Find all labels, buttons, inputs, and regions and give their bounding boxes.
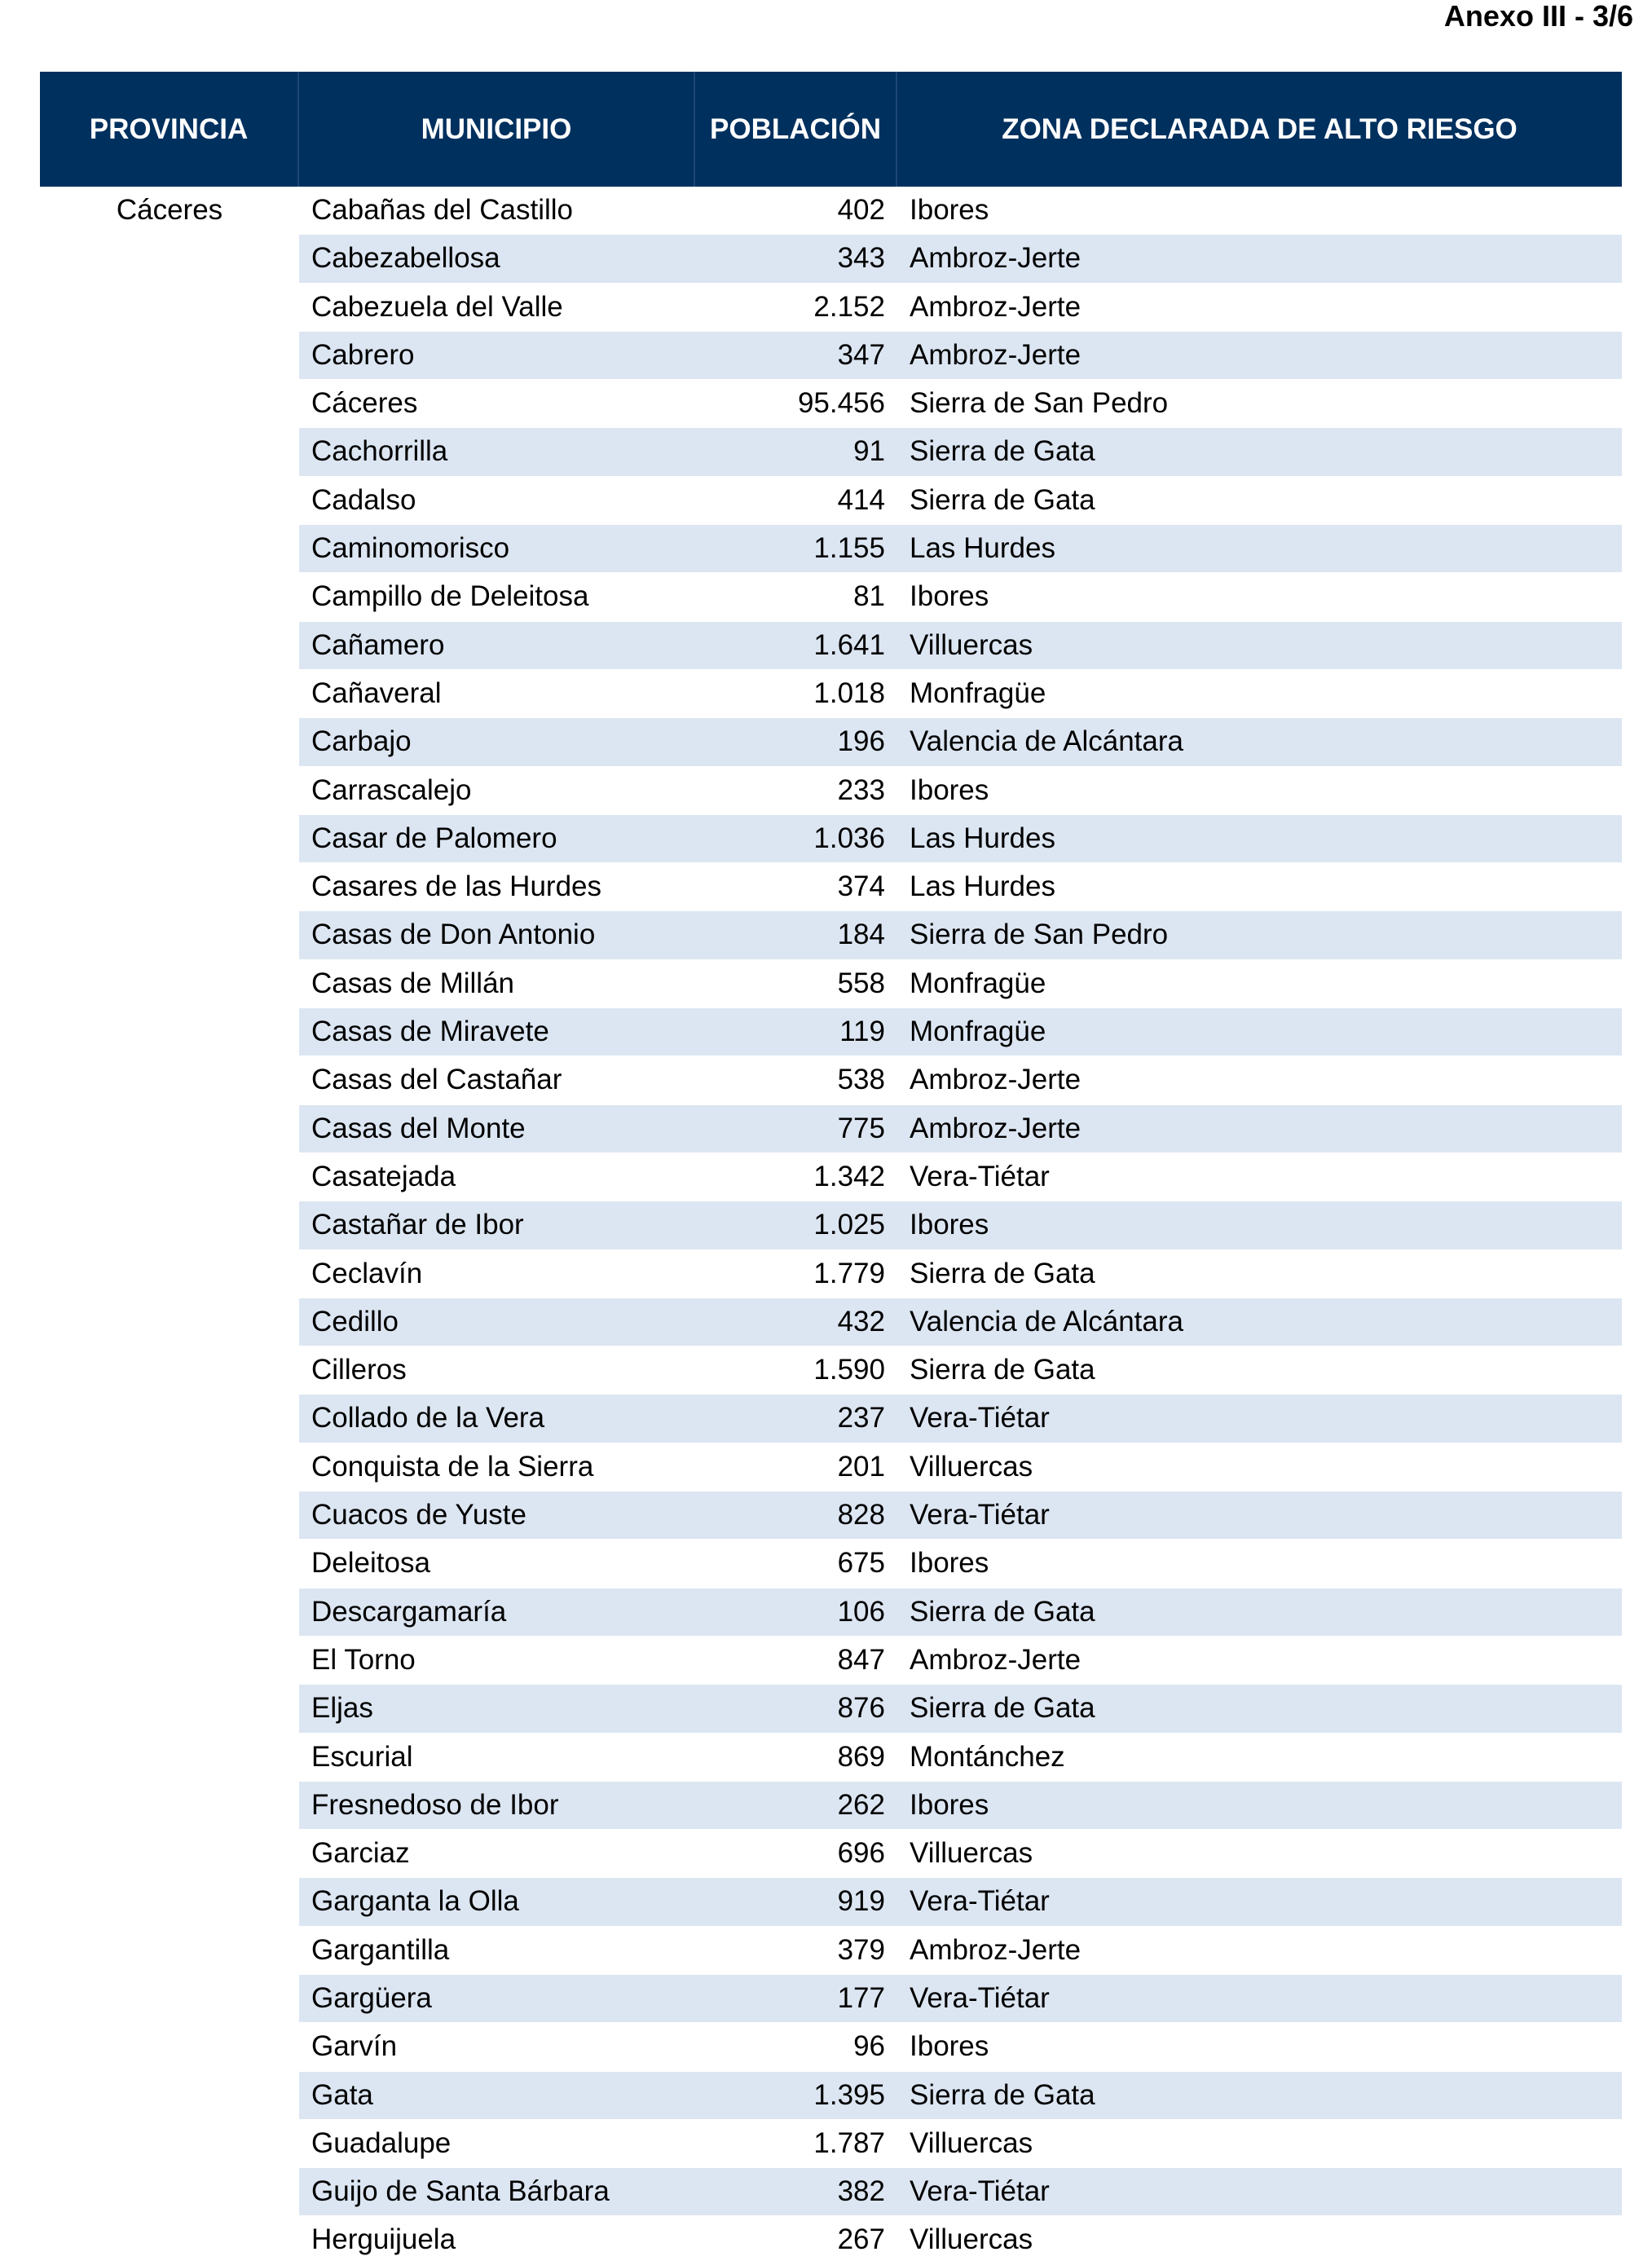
cell-poblacion: 432 (695, 1298, 897, 1346)
cell-provincia (40, 1056, 299, 1104)
table-row (40, 573, 1622, 621)
table-row (40, 2023, 1622, 2071)
cell-poblacion: 1.787 (813, 2126, 885, 2159)
cell-zona: Ibores (897, 1782, 1622, 1829)
cell-municipio: Gata (299, 2072, 695, 2119)
cell-zona: Sierra de Gata (897, 1685, 1622, 1732)
cell-provincia (40, 1443, 299, 1491)
cell-municipio: El Torno (311, 1643, 416, 1676)
cell-poblacion: 119 (695, 1008, 897, 1055)
cell-poblacion: 1.395 (695, 2072, 897, 2119)
cell-municipio: Cilleros (311, 1354, 407, 1386)
cell-provincia (40, 1540, 299, 1587)
cell-provincia (40, 1201, 299, 1249)
cell-poblacion: 1.155 (695, 525, 897, 572)
cell-provincia (40, 1734, 299, 1781)
table-row (40, 815, 1622, 863)
table-row (40, 428, 1622, 476)
cell-municipio: Cabezabellosa (299, 235, 695, 282)
table-row (40, 1105, 1622, 1153)
table-row (40, 1734, 1622, 1782)
cell-municipio: Fresnedoso de Ibor (299, 1782, 695, 1829)
table-row (40, 187, 1622, 235)
cell-municipio: Cañaveral (311, 676, 442, 709)
cell-municipio: Garvín (311, 2030, 398, 2063)
cell-poblacion: 374 (837, 870, 885, 903)
cell-poblacion: 847 (837, 1643, 885, 1676)
cell-municipio: Casas de Don Antonio (299, 911, 695, 958)
cell-poblacion: 96 (853, 2030, 885, 2063)
cell-zona: Sierra de Gata (910, 1354, 1095, 1386)
cell-municipio: Guijo de Santa Bárbara (299, 2168, 695, 2215)
header-zona: ZONA DECLARADA DE ALTO RIESGO (1002, 112, 1518, 145)
cell-zona: Valencia de Alcántara (897, 718, 1622, 765)
table-row (40, 1201, 1622, 1249)
cell-poblacion: 1.590 (813, 1354, 885, 1386)
table-row (40, 911, 1622, 959)
cell-poblacion: 379 (837, 1933, 885, 1966)
table-row (40, 1346, 1622, 1395)
table-row (40, 1637, 1622, 1685)
cell-poblacion: 196 (695, 718, 897, 765)
cell-municipio: Gargüera (299, 1975, 695, 2022)
cell-zona: Ambroz-Jerte (897, 235, 1622, 282)
cell-provincia (40, 815, 299, 862)
cell-provincia (40, 1975, 299, 2022)
cell-municipio: Cañamero (299, 622, 695, 669)
cell-provincia (40, 380, 299, 427)
cell-poblacion: 1.018 (813, 676, 885, 709)
cell-poblacion: 919 (695, 1878, 897, 1925)
cell-zona: Monfragüe (897, 1008, 1622, 1055)
cell-municipio: Caminomorisco (299, 525, 695, 572)
cell-municipio: Collado de la Vera (299, 1395, 695, 1442)
cell-zona: Las Hurdes (910, 870, 1055, 903)
cell-zona: Valencia de Alcántara (897, 1298, 1622, 1346)
cell-poblacion: 775 (695, 1105, 897, 1152)
cell-provincia (40, 1346, 299, 1394)
cell-municipio: Cadalso (311, 483, 416, 516)
table-body (40, 187, 1622, 2265)
cell-provincia (40, 284, 299, 331)
cell-zona: Ibores (910, 1547, 989, 1580)
cell-provincia (40, 960, 299, 1007)
cell-poblacion: 869 (837, 1740, 885, 1773)
table-row (40, 284, 1622, 332)
cell-provincia (40, 1589, 299, 1636)
cell-provincia (40, 2120, 299, 2167)
cell-municipio: Guadalupe (311, 2126, 452, 2159)
table-row (40, 1878, 1622, 1926)
cell-zona: Ibores (910, 194, 989, 226)
header-poblacion: POBLACIÓN (695, 72, 897, 187)
table-row (40, 1008, 1622, 1056)
cell-poblacion: 1.025 (695, 1201, 897, 1249)
cell-municipio: Casas del Castañar (311, 1064, 562, 1096)
table-row (40, 1395, 1622, 1443)
table-row (40, 1927, 1622, 1975)
cell-poblacion: 876 (695, 1685, 897, 1732)
cell-provincia (40, 1008, 299, 1055)
table-row (40, 380, 1622, 428)
cell-municipio: Herguijuela (311, 2223, 456, 2256)
cell-provincia (40, 1637, 299, 1684)
table-row (40, 1782, 1622, 1830)
table-row (40, 1685, 1622, 1733)
cell-provincia (40, 477, 299, 524)
cell-zona: Sierra de Gata (897, 2072, 1622, 2119)
cell-zona: Ibores (897, 1201, 1622, 1249)
cell-zona: Sierra de San Pedro (897, 911, 1622, 958)
cell-zona: Las Hurdes (897, 525, 1622, 572)
cell-zona: Vera-Tiétar (897, 2168, 1622, 2215)
table-row (40, 1492, 1622, 1540)
cell-provincia (40, 2072, 299, 2119)
cell-provincia (40, 1105, 299, 1152)
cell-municipio: Ceclavín (311, 1257, 423, 1289)
cell-zona: Ambroz-Jerte (910, 1933, 1082, 1966)
cell-municipio: Campillo de Deleitosa (311, 580, 589, 613)
cell-municipio: Castañar de Ibor (299, 1201, 695, 1249)
cell-zona: Ambroz-Jerte (897, 1105, 1622, 1152)
cell-provincia (40, 1492, 299, 1539)
cell-poblacion: 696 (837, 1837, 885, 1870)
cell-municipio: Casar de Palomero (299, 815, 695, 862)
cell-poblacion: 347 (695, 332, 897, 379)
cell-municipio: Cabañas del Castillo (311, 194, 574, 226)
cell-provincia (40, 1782, 299, 1829)
cell-municipio: Cuacos de Yuste (299, 1492, 695, 1539)
table-row (40, 1250, 1622, 1298)
cell-poblacion: 538 (837, 1064, 885, 1096)
table-row (40, 235, 1622, 283)
cell-municipio: Casas de Millán (311, 967, 514, 999)
page-header: Anexo III - 3/6 (1443, 0, 1633, 33)
table-row (40, 767, 1622, 815)
cell-provincia (40, 767, 299, 814)
cell-zona: Villuercas (910, 1837, 1033, 1870)
cell-zona: Vera-Tiétar (910, 1160, 1050, 1192)
cell-zona: Vera-Tiétar (897, 1975, 1622, 2022)
cell-provincia (40, 1878, 299, 1925)
cell-zona: Sierra de Gata (910, 1257, 1095, 1289)
table-row (40, 525, 1622, 573)
cell-poblacion: 201 (837, 1450, 885, 1483)
cell-zona: Villuercas (910, 1450, 1033, 1483)
table-header (40, 72, 1622, 187)
cell-poblacion: 1.779 (813, 1257, 885, 1289)
cell-poblacion: 95.456 (797, 387, 885, 420)
header-provincia: PROVINCIA (40, 72, 299, 187)
table-row (40, 1153, 1622, 1201)
cell-poblacion: 1.036 (695, 815, 897, 862)
cell-poblacion: 1.641 (695, 622, 897, 669)
cell-provincia (40, 2216, 299, 2263)
cell-provincia (40, 1830, 299, 1877)
cell-zona: Monfragüe (910, 967, 1046, 999)
data-table (40, 72, 1622, 2265)
cell-zona: Ambroz-Jerte (910, 1643, 1082, 1676)
cell-poblacion: 267 (837, 2223, 885, 2256)
cell-poblacion: 262 (695, 1782, 897, 1829)
cell-poblacion: 184 (695, 911, 897, 958)
cell-municipio: Carrascalejo (311, 773, 472, 806)
cell-zona: Ibores (910, 580, 989, 613)
table-row (40, 670, 1622, 718)
cell-poblacion: 237 (695, 1395, 897, 1442)
cell-zona: Ibores (910, 773, 989, 806)
cell-provincia (40, 1395, 299, 1442)
cell-municipio: Cabezuela del Valle (311, 290, 563, 323)
table-row (40, 1056, 1622, 1104)
table-row (40, 1540, 1622, 1588)
cell-poblacion: 675 (837, 1547, 885, 1580)
cell-zona: Ambroz-Jerte (910, 1064, 1082, 1096)
cell-provincia: Cáceres (40, 187, 299, 234)
cell-zona: Ambroz-Jerte (910, 290, 1082, 323)
cell-municipio: Casas del Monte (299, 1105, 695, 1152)
cell-zona: Las Hurdes (897, 815, 1622, 862)
table-row (40, 2120, 1622, 2168)
cell-provincia (40, 525, 299, 572)
cell-poblacion: 81 (853, 580, 885, 613)
cell-provincia (40, 2023, 299, 2070)
cell-provincia (40, 1250, 299, 1298)
cell-municipio: Casas de Miravete (299, 1008, 695, 1055)
cell-poblacion: 1.342 (813, 1160, 885, 1192)
cell-poblacion: 343 (695, 235, 897, 282)
cell-provincia (40, 670, 299, 717)
table-row (40, 863, 1622, 911)
cell-zona: Ambroz-Jerte (897, 332, 1622, 379)
cell-provincia (40, 1927, 299, 1974)
cell-municipio: Carbajo (299, 718, 695, 765)
cell-municipio: Garciaz (311, 1837, 410, 1870)
table-row (40, 2216, 1622, 2264)
cell-poblacion: 91 (695, 428, 897, 475)
table-row (40, 2168, 1622, 2216)
cell-poblacion: 233 (837, 773, 885, 806)
cell-provincia (40, 235, 299, 282)
table-row (40, 1443, 1622, 1492)
cell-municipio: Garganta la Olla (299, 1878, 695, 1925)
cell-zona: Ibores (910, 2030, 989, 2063)
cell-poblacion: 106 (695, 1589, 897, 1636)
cell-zona: Vera-Tiétar (897, 1395, 1622, 1442)
cell-zona: Monfragüe (910, 676, 1046, 709)
cell-zona: Sierra de Gata (897, 1589, 1622, 1636)
table-row (40, 477, 1622, 525)
table-row (40, 1975, 1622, 2023)
cell-zona: Villuercas (910, 2126, 1033, 2159)
cell-municipio: Cedillo (299, 1298, 695, 1346)
cell-poblacion: 382 (695, 2168, 897, 2215)
cell-provincia (40, 1298, 299, 1346)
cell-municipio: Casares de las Hurdes (311, 870, 601, 903)
cell-zona: Sierra de Gata (897, 428, 1622, 475)
cell-zona: Vera-Tiétar (897, 1878, 1622, 1925)
table-row (40, 1298, 1622, 1346)
cell-municipio: Deleitosa (311, 1547, 430, 1580)
table-row (40, 718, 1622, 766)
cell-municipio: Cabrero (299, 332, 695, 379)
cell-municipio: Escurial (311, 1740, 413, 1773)
cell-provincia (40, 718, 299, 765)
cell-zona: Montánchez (910, 1740, 1065, 1773)
cell-zona: Villuercas (897, 622, 1622, 669)
cell-provincia (40, 2168, 299, 2215)
cell-provincia (40, 573, 299, 620)
cell-poblacion: 414 (837, 483, 885, 516)
cell-municipio: Conquista de la Sierra (311, 1450, 594, 1483)
cell-zona: Sierra de San Pedro (910, 387, 1169, 420)
cell-poblacion: 558 (837, 967, 885, 999)
cell-municipio: Casatejada (311, 1160, 456, 1192)
header-municipio: MUNICIPIO (299, 72, 695, 187)
cell-zona: Villuercas (910, 2223, 1033, 2256)
cell-municipio: Cachorrilla (299, 428, 695, 475)
cell-provincia (40, 428, 299, 475)
cell-poblacion: 828 (695, 1492, 897, 1539)
table-row (40, 332, 1622, 380)
cell-provincia (40, 332, 299, 379)
cell-poblacion: 177 (695, 1975, 897, 2022)
cell-zona: Sierra de Gata (910, 483, 1095, 516)
cell-poblacion: 402 (837, 194, 885, 226)
cell-provincia (40, 1153, 299, 1201)
table-row (40, 2072, 1622, 2120)
cell-municipio: Descargamaría (299, 1589, 695, 1636)
cell-zona: Vera-Tiétar (897, 1492, 1622, 1539)
cell-provincia (40, 622, 299, 669)
cell-poblacion: 2.152 (813, 290, 885, 323)
table-row (40, 622, 1622, 670)
cell-municipio: Cáceres (311, 387, 418, 420)
table-row (40, 1589, 1622, 1637)
cell-provincia (40, 911, 299, 958)
table-row (40, 1830, 1622, 1878)
cell-provincia (40, 863, 299, 910)
table-row (40, 960, 1622, 1008)
cell-municipio: Gargantilla (311, 1933, 450, 1966)
cell-provincia (40, 1685, 299, 1732)
cell-municipio: Eljas (299, 1685, 695, 1732)
